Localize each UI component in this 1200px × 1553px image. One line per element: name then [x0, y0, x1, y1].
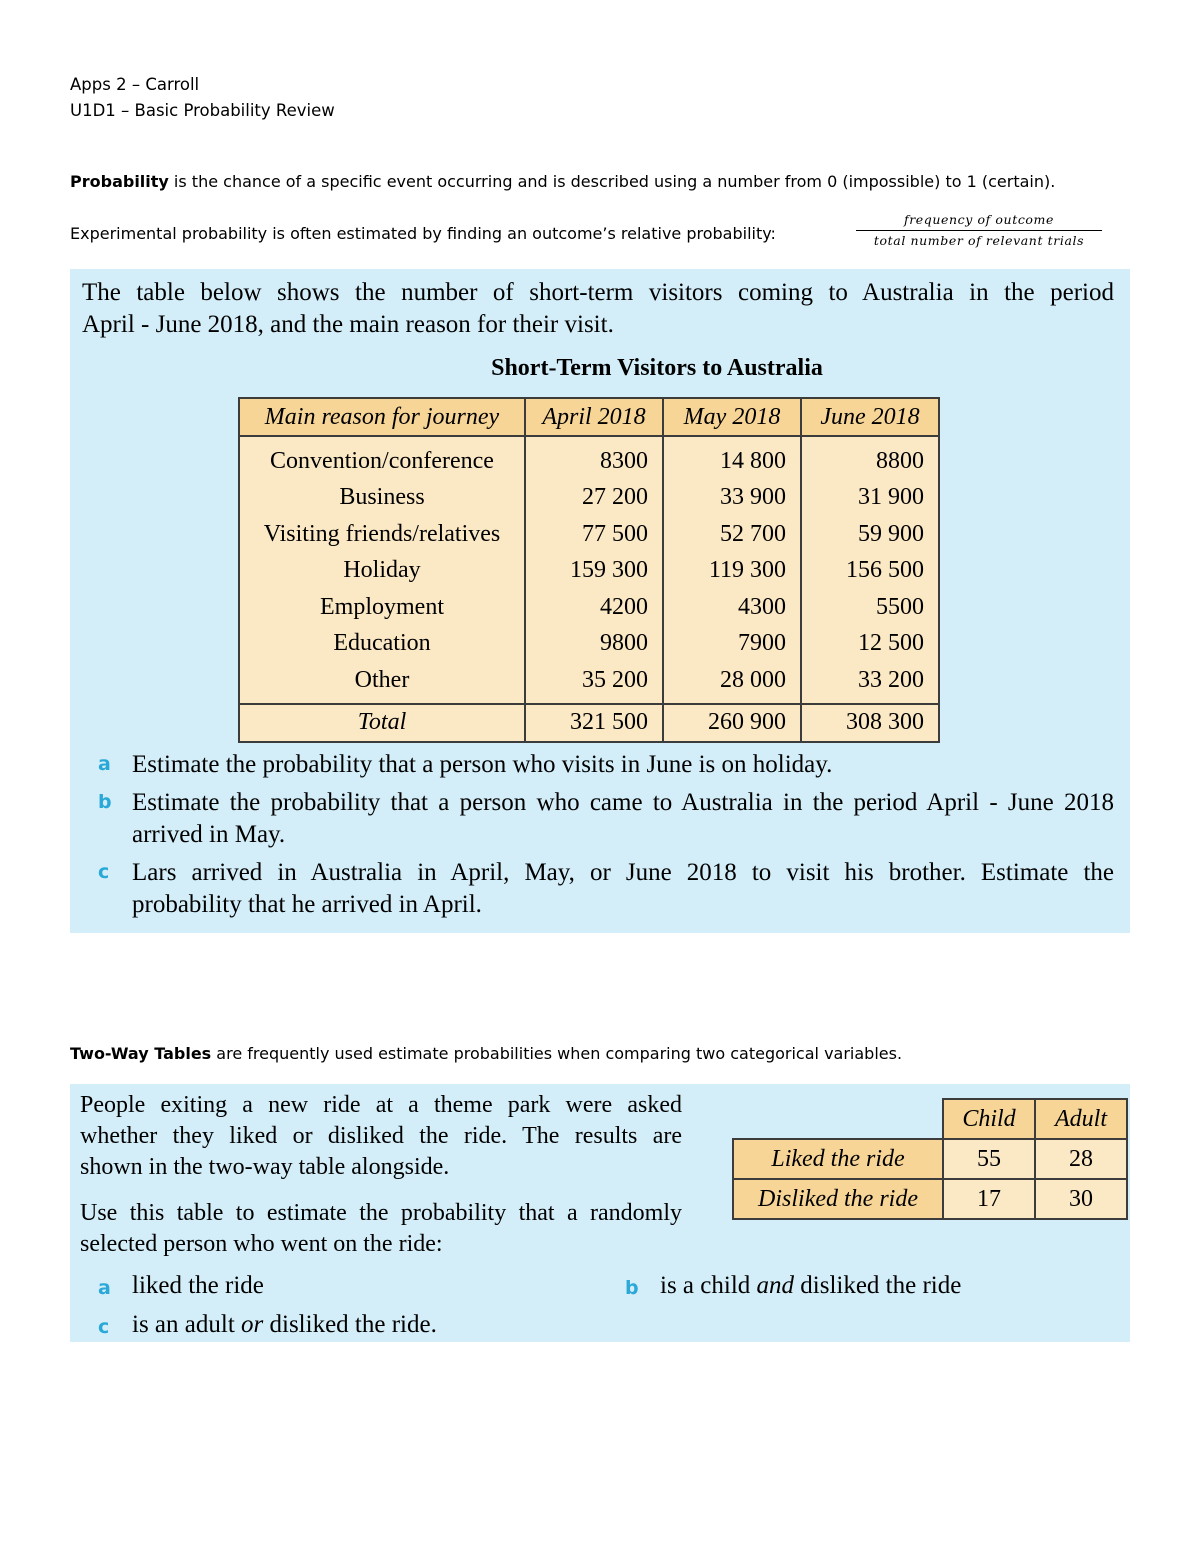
value-cell: 8800 — [801, 436, 939, 480]
ride-question-c-pre: is an adult — [132, 1311, 242, 1338]
ride-problem-panel — [70, 1084, 1130, 1342]
question-c-line-1: Lars arrived in Australia in April, May, or June 2018 to visit his brother. Estimate the — [132, 859, 1114, 886]
two-way-tables-term: Two-Way Tables — [70, 1044, 212, 1063]
probability-term: Probability — [70, 172, 169, 191]
ride-use-line-2: selected person who went on the ride: — [80, 1231, 443, 1257]
value-cell: 55 — [943, 1139, 1035, 1179]
question-c-line-2: probability that he arrived in April. — [132, 891, 482, 918]
ride-question-a-letter: a — [98, 1277, 111, 1299]
row-label: Disliked the ride — [733, 1179, 943, 1219]
formula-numerator: frequency of outcome — [856, 212, 1102, 231]
visitors-intro-line-1: The table below shows the number of short-term visitors coming to Australia in the period — [82, 279, 1114, 306]
value-cell: 27 200 — [525, 480, 663, 517]
question-b-letter: b — [98, 791, 112, 813]
value-cell: 33 900 — [663, 480, 801, 517]
table-row — [239, 516, 939, 553]
ride-question-b-post: disliked the ride — [794, 1272, 962, 1299]
visitors-table — [238, 397, 940, 743]
visitors-table-title: Short-Term Visitors to Australia — [491, 355, 823, 381]
ride-question-b-pre: is a child — [660, 1272, 757, 1299]
question-c-letter: c — [98, 861, 110, 883]
column-header: May 2018 — [663, 398, 801, 436]
ride-intro-line-1: People exiting a new ride at a theme park were asked — [80, 1092, 682, 1118]
ride-question-b-text — [660, 1270, 961, 1302]
visitors-intro-line-2: April - June 2018, and the main reason for their visit. — [82, 311, 614, 338]
two-way-tables-text: are frequently used estimate probabilities when comparing two categorical variables. — [211, 1044, 903, 1063]
total-cell: 321 500 — [525, 704, 663, 742]
column-header: Main reason for journey — [239, 398, 525, 436]
total-label: Total — [239, 704, 525, 742]
column-header: Adult — [1035, 1099, 1127, 1139]
question-a-text: Estimate the probability that a person who visits in June is on holiday. — [132, 751, 833, 778]
ride-question-a-text: liked the ride — [132, 1272, 264, 1299]
formula-denominator: total number of relevant trials — [873, 233, 1085, 248]
value-cell: 59 900 — [801, 516, 939, 553]
probability-definition-text: is the chance of a specific event occurring and is described using a number from 0 (impossible) to 1 (certain). — [168, 172, 1056, 191]
reason-cell: Other — [239, 662, 525, 704]
table-row — [239, 626, 939, 663]
ride-use-line-1: Use this table to estimate the probability that a randomly — [80, 1200, 682, 1226]
column-header: Child — [943, 1099, 1035, 1139]
ride-two-way-table — [732, 1098, 1128, 1220]
table-row — [239, 662, 939, 704]
value-cell: 159 300 — [525, 553, 663, 590]
value-cell: 28 000 — [663, 662, 801, 704]
ride-question-c-letter: c — [98, 1316, 110, 1338]
value-cell: 8300 — [525, 436, 663, 480]
total-cell: 260 900 — [663, 704, 801, 742]
column-header: April 2018 — [525, 398, 663, 436]
two-way-tables-heading — [70, 1043, 902, 1065]
reason-cell: Visiting friends/relatives — [239, 516, 525, 553]
ride-intro-line-3: shown in the two-way table alongside. — [80, 1154, 450, 1180]
ride-question-b-emphasis: and — [756, 1272, 795, 1299]
value-cell: 7900 — [663, 626, 801, 663]
table-row — [733, 1179, 1127, 1219]
reason-cell: Education — [239, 626, 525, 663]
ride-table-header-row — [733, 1099, 1127, 1139]
ride-question-c-post: disliked the ride. — [263, 1311, 437, 1338]
value-cell: 9800 — [525, 626, 663, 663]
value-cell: 35 200 — [525, 662, 663, 704]
value-cell: 4200 — [525, 589, 663, 626]
value-cell: 28 — [1035, 1139, 1127, 1179]
reason-cell: Holiday — [239, 553, 525, 590]
table-row — [239, 553, 939, 590]
ride-question-c-emphasis: or — [241, 1311, 264, 1338]
value-cell: 119 300 — [663, 553, 801, 590]
course-title: Apps 2 – Carroll — [70, 75, 200, 94]
question-b-line-1: Estimate the probability that a person who came to Australia in the period April - June 2018 — [132, 789, 1114, 816]
value-cell: 31 900 — [801, 480, 939, 517]
value-cell: 12 500 — [801, 626, 939, 663]
visitors-problem-panel — [70, 269, 1130, 933]
value-cell: 52 700 — [663, 516, 801, 553]
probability-definition — [70, 171, 1055, 193]
value-cell: 77 500 — [525, 516, 663, 553]
question-a-letter: a — [98, 753, 111, 775]
total-row — [239, 704, 939, 742]
table-row — [239, 480, 939, 517]
table-row — [239, 589, 939, 626]
value-cell: 14 800 — [663, 436, 801, 480]
ride-question-b-letter: b — [625, 1277, 639, 1299]
table-row — [239, 436, 939, 480]
value-cell: 17 — [943, 1179, 1035, 1219]
relative-frequency-formula — [856, 212, 1102, 248]
visitors-table-header-row — [239, 398, 939, 436]
table-row — [733, 1139, 1127, 1179]
value-cell: 30 — [1035, 1179, 1127, 1219]
empty-corner-cell — [733, 1099, 943, 1139]
ride-intro-line-2: whether they liked or disliked the ride. The results are — [80, 1123, 682, 1149]
reason-cell: Business — [239, 480, 525, 517]
experimental-probability-text: Experimental probability is often estimated by finding an outcome’s relative probability: — [70, 224, 776, 243]
column-header: June 2018 — [801, 398, 939, 436]
value-cell: 156 500 — [801, 553, 939, 590]
row-label: Liked the ride — [733, 1139, 943, 1179]
value-cell: 4300 — [663, 589, 801, 626]
reason-cell: Employment — [239, 589, 525, 626]
value-cell: 5500 — [801, 589, 939, 626]
lesson-title: U1D1 – Basic Probability Review — [70, 101, 335, 120]
total-cell: 308 300 — [801, 704, 939, 742]
value-cell: 33 200 — [801, 662, 939, 704]
question-b-line-2: arrived in May. — [132, 821, 286, 848]
ride-question-c-text — [132, 1309, 437, 1341]
reason-cell: Convention/conference — [239, 436, 525, 480]
